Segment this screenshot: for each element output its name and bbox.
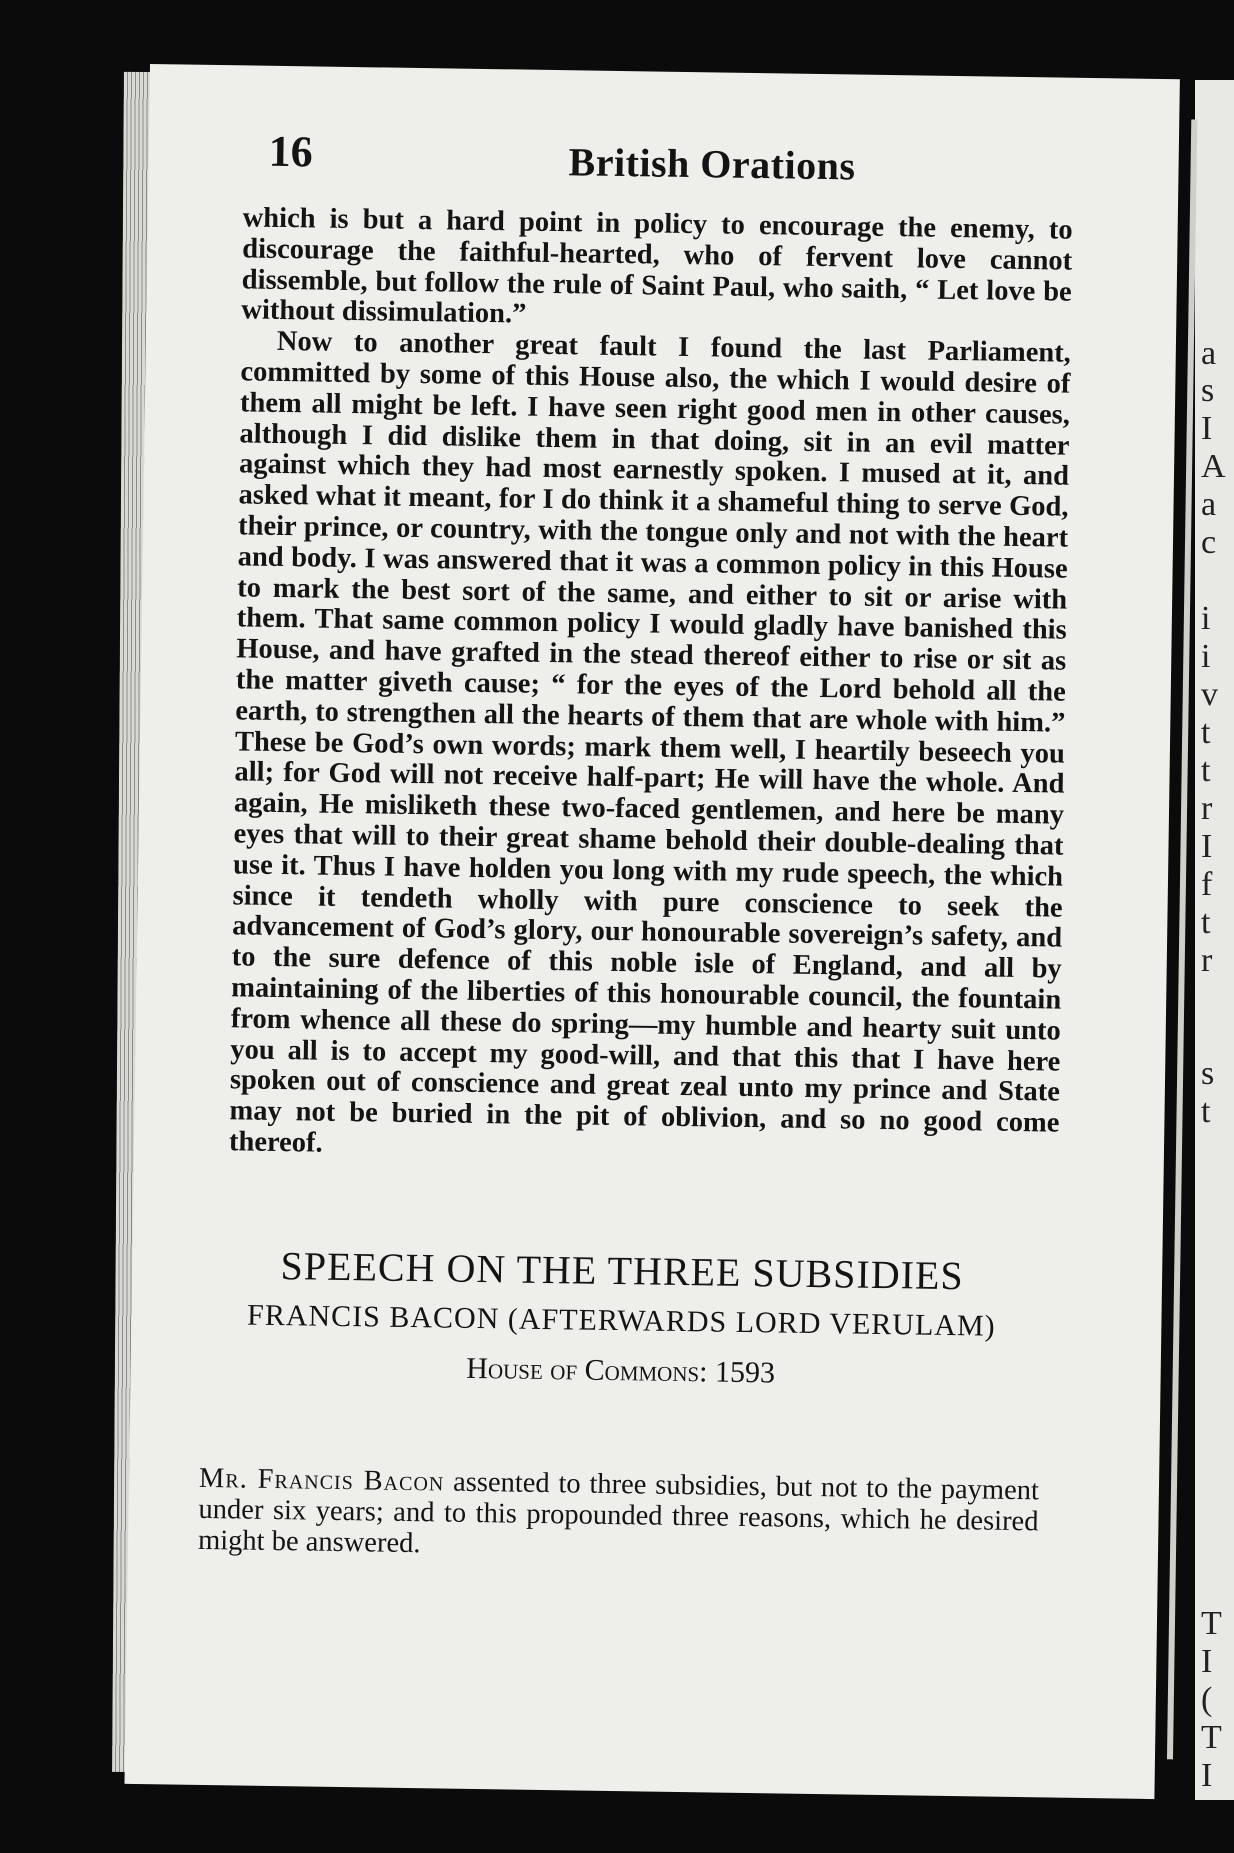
facing-page-fragment: ( bbox=[1201, 1681, 1213, 1718]
book-title: British Orations bbox=[568, 139, 856, 189]
facing-page-fragment: a bbox=[1201, 335, 1217, 372]
running-head bbox=[148, 124, 1179, 199]
speech-author: FRANCIS BACON (AFTERWARDS LORD VERULAM) bbox=[246, 1298, 996, 1343]
facing-page-fragment: t bbox=[1201, 752, 1211, 789]
oration-body-text bbox=[229, 203, 1073, 1170]
facing-page-fragment: s bbox=[1201, 372, 1215, 409]
facing-page-fragment: f bbox=[1201, 866, 1213, 903]
speech-heading bbox=[170, 1240, 1072, 1394]
speech-title: SPEECH ON THE THREE SUBSIDIES bbox=[280, 1243, 965, 1299]
facing-page-fragment: v bbox=[1201, 676, 1218, 713]
facing-page-fragment: c bbox=[1201, 524, 1217, 561]
facing-page-fragment: T bbox=[1201, 1719, 1222, 1756]
book-page bbox=[124, 64, 1179, 1799]
page-number: 16 bbox=[268, 126, 314, 177]
facing-page-fragment: r bbox=[1201, 790, 1213, 827]
facing-page-fragment: I bbox=[1201, 1643, 1213, 1680]
speech-intro-text: assented to three subsidies, but not to the payment under six years; and to this propounded three reasons, which he desired might be answered. bbox=[197, 1466, 1040, 1560]
facing-page-fragment: I bbox=[1201, 410, 1213, 447]
facing-page-fragment: t bbox=[1201, 904, 1211, 941]
body-paragraph: Now to another great fault I found the last Parliament, committed by some of this House also, the which I would desire of them all might be left. I have seen right good men in other causes, although I did dislike them in that doing, sit in an evil matter against which they had most earnestly spoken. I mused at it, and asked what it meant, for I do think it a shameful thing to serve God, their prince, or country, with the tongue only and not with the heart and body. I was answered that it was a common policy in this House to mark the best sort of the same, and either to sit or arise with them. That same common policy I would gladly have banished this House, and have grafted in the stead thereof either to rise or sit as the matter giveth cause; “ for the eyes of the Lord behold all the earth, to strengthen all the hearts of them that are whole with him.” These be God’s own words; mark them well, I heartily beseech you all; for God will not receive half-part; He will have the whole. And again, He misliketh these two-faced gentlemen, and here be many eyes that will to their great shame behold their double-dealing that use it. Thus I have holden you long with my rude speech, the which since it tendeth wholly with pure conscience to seek the advancement of God’s glory, our honourable sovereign’s safety, and to the sure defence of this noble isle of England, and all by maintaining of the liberties of this honourable council, the fountain from whence all these do spring—my humble and hearty suit unto you all is to accept my good-will, and that this that I have here spoken out of conscience and great zeal unto my prince and State may not be buried in the pit of oblivion, and so no good come thereof. bbox=[228, 326, 1072, 1159]
facing-page-fragment: i bbox=[1201, 638, 1211, 675]
facing-page-fragment: T bbox=[1201, 1605, 1222, 1642]
facing-page-fragment: r bbox=[1201, 942, 1213, 979]
speech-intro bbox=[198, 1463, 1039, 1568]
facing-page-sliver bbox=[1195, 80, 1234, 1800]
body-paragraph: which is but a hard point in policy to encourage the enemy, to discourage the faithful-hearted, who of fervent love cannot dissemble, but follow the rule of Saint Paul, who saith, “ Let love be without dissimulation.” bbox=[241, 202, 1073, 331]
facing-page-fragment: I bbox=[1201, 828, 1213, 865]
speech-venue: House of Commons: 1593 bbox=[466, 1351, 776, 1390]
facing-page-fragment: a bbox=[1201, 486, 1217, 523]
facing-page-fragment: A bbox=[1201, 448, 1226, 485]
facing-page-fragment: t bbox=[1201, 1093, 1211, 1130]
facing-page-fragment: s bbox=[1201, 1055, 1215, 1092]
facing-page-fragment: t bbox=[1201, 714, 1211, 751]
speaker-name: Mr. Francis Bacon bbox=[198, 1462, 445, 1498]
facing-page-fragment: I bbox=[1201, 1757, 1213, 1794]
facing-page-fragment: i bbox=[1201, 600, 1211, 637]
